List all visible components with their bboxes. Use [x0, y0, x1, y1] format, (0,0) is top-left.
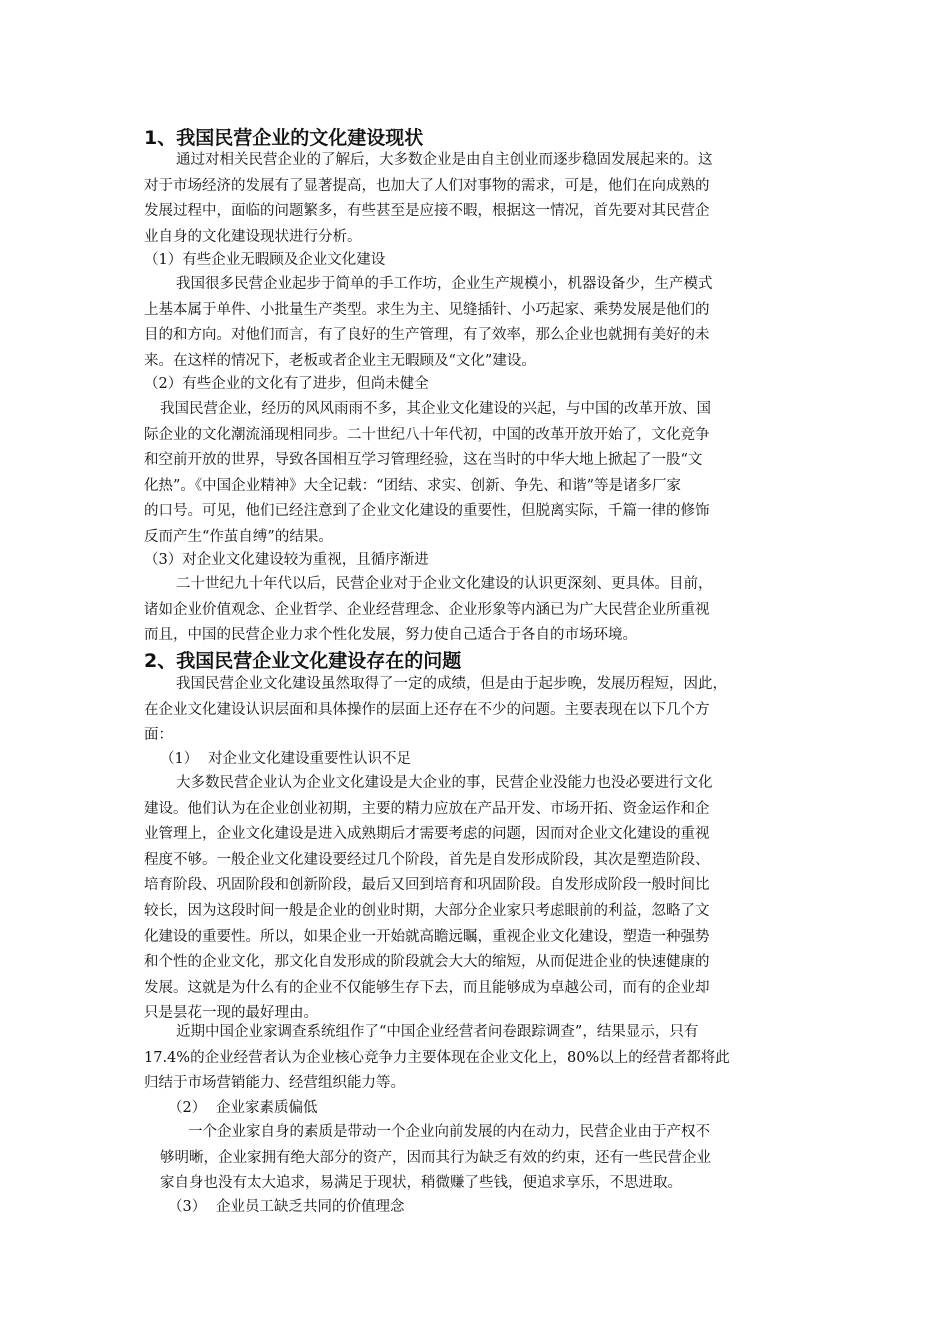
subheading-2-2 — [168, 1097, 318, 1119]
subsection-2-2-paragraph — [160, 1120, 820, 1197]
text-line: 对于市场经济的发展有了显著提高，也加大了人们对事物的需求，可是，他们在向成熟的 — [144, 177, 710, 194]
text-line: 只是昙花一现的最好理由。 — [144, 1005, 318, 1022]
section-heading-2: 2、我国民营企业文化建设存在的问题 — [144, 650, 462, 672]
subheading-2-1 — [160, 748, 411, 770]
subheading-title: 企业家素质偏低 — [216, 1100, 318, 1116]
text-line: 家自身也没有太大追求，易满足于现状，稍微赚了些钱，便追求享乐，不思进取。 — [160, 1175, 682, 1192]
subheading-title: 企业员工缺乏共同的价值理念 — [216, 1199, 405, 1215]
section1-intro-paragraph — [144, 148, 814, 250]
text-line: 培育阶段、巩固阶段和创新阶段，最后又回到培育和巩固阶段。自发形成阶段一般时间比 — [144, 877, 710, 894]
text-line: 程度不够。一般企业文化建设要经过几个阶段，首先是自发形成阶段，其次是塑造阶段、 — [144, 851, 710, 868]
text-line: 归结于市场营销能力、经营组织能力等。 — [144, 1075, 405, 1092]
text-line: 上基本属于单件、小批量生产类型。求生为主、见缝插针、小巧起家、乘势发展是他们的 — [144, 301, 710, 318]
subheading-1-3: （3）对企业文化建设较为重视，且循序渐进 — [144, 552, 429, 568]
text-line: 业自身的文化建设现状进行分析。 — [144, 228, 362, 245]
section-heading-1: 1、我国民营企业的文化建设现状 — [144, 127, 424, 149]
text-line: 业管理上，企业文化建设是进入成熟期后才需要考虑的问题，因而对企业文化建设的重视 — [144, 826, 710, 843]
section2-intro-paragraph — [144, 672, 814, 749]
text-line: 化热”。《中国企业精神》大全记载：“团结、求实、创新、争先、和谐”等是诸多厂家 — [144, 477, 681, 494]
text-line: 通过对相关民营企业的了解后，大多数企业是由自主创业而逐步稳固发展起来的。这 — [176, 152, 713, 168]
subheading-number: （2） — [168, 1100, 207, 1116]
subsection-1-2-paragraph — [144, 397, 814, 551]
text-line: 在企业文化建设认识层面和具体操作的层面上还存在不少的问题。主要表现在以下几个方 — [144, 701, 710, 718]
text-line: 近期中国企业家调查系统组作了“中国企业经营者问卷跟踪调查”，结果显示，只有 — [176, 1024, 699, 1040]
text-line: 和空前开放的世界，导致各国相互学习管理经验，这在当时的中华大地上掀起了一股“文 — [144, 452, 703, 469]
text-line: 的口号。可见，他们已经注意到了企业文化建设的重要性，但脱离实际，千篇一律的修饰 — [144, 503, 710, 520]
subheading-1-2: （2）有些企业的文化有了进步，但尚未健全 — [144, 376, 429, 392]
subheading-title: 对企业文化建设重要性认识不足 — [208, 751, 411, 767]
text-line: 来。在这样的情况下，老板或者企业主无暇顾及“文化”建设。 — [144, 352, 536, 369]
text-line: 较长，因为这段时间一般是企业的创业时期，大部分企业家只考虑眼前的利益，忽略了文 — [144, 902, 710, 919]
text-line: 建设。他们认为在企业创业初期，主要的精力应放在产品开发、市场开拓、资金运作和企 — [144, 800, 710, 817]
survey-paragraph — [144, 1020, 814, 1097]
text-line: 化建设的重要性。所以，如果企业一开始就高瞻远瞩，重视企业文化建设，塑造一种强势 — [144, 928, 710, 945]
text-line: 我国民营企业，经历的风风雨雨不多，其企业文化建设的兴起，与中国的改革开放、国 — [160, 401, 711, 417]
text-line: 际企业的文化潮流涌现相同步。二十世纪八十年代初，中国的改革开放开始了，文化竞争 — [144, 426, 710, 443]
text-line: 面： — [144, 727, 173, 744]
text-line: 反而产生“作茧自缚”的结果。 — [144, 528, 333, 545]
subsection-1-3-paragraph — [144, 572, 814, 649]
text-line: 一个企业家自身的素质是带动一个企业向前发展的内在动力，民营企业由于产权不 — [188, 1124, 710, 1140]
text-line: 发展。这就是为什么有的企业不仅能够生存下去，而且能够成为卓越公司，而有的企业却 — [144, 979, 710, 996]
subheading-1-1: （1）有些企业无暇顾及企业文化建设 — [144, 252, 386, 268]
subsection-2-1-paragraph — [144, 771, 814, 1027]
text-line: 我国很多民营企业起步于简单的手工作坊，企业生产规模小，机器设备少，生产模式 — [176, 276, 713, 292]
text-line: 诸如企业价值观念、企业哲学、企业经营理念、企业形象等内涵已为广大民营企业所重视 — [144, 601, 710, 618]
text-line: 而且，中国的民营企业力求个性化发展，努力使自己适合于各自的市场环境。 — [144, 627, 637, 644]
subheading-2-3 — [168, 1196, 405, 1218]
subheading-number: （3） — [168, 1199, 207, 1215]
text-line: 二十世纪九十年代以后，民营企业对于企业文化建设的认识更深刻、更具体。目前， — [176, 576, 713, 592]
text-line: 发展过程中，面临的问题繁多，有些甚至是应接不暇，根据这一情况，首先要对其民营企 — [144, 203, 710, 220]
text-line: 和个性的企业文化，那文化自发形成的阶段就会大大的缩短，从而促进企业的快速健康的 — [144, 954, 710, 971]
text-line: 我国民营企业文化建设虽然取得了一定的成绩，但是由于起步晚，发展历程短，因此， — [176, 676, 727, 692]
subsection-1-1-paragraph — [144, 272, 814, 374]
subheading-number: （1） — [160, 751, 199, 767]
text-line: 17.4%的企业经营者认为企业核心竞争力主要体现在企业文化上，80%以上的经营者都将此 — [144, 1049, 730, 1066]
text-line: 大多数民营企业认为企业文化建设是大企业的事，民营企业没能力也没必要进行文化 — [176, 775, 713, 791]
text-line: 够明晰，企业家拥有绝大部分的资产，因而其行为缺乏有效的约束，还有一些民营企业 — [160, 1149, 711, 1166]
text-line: 目的和方向。对他们而言，有了良好的生产管理，有了效率，那么企业也就拥有美好的未 — [144, 327, 710, 344]
